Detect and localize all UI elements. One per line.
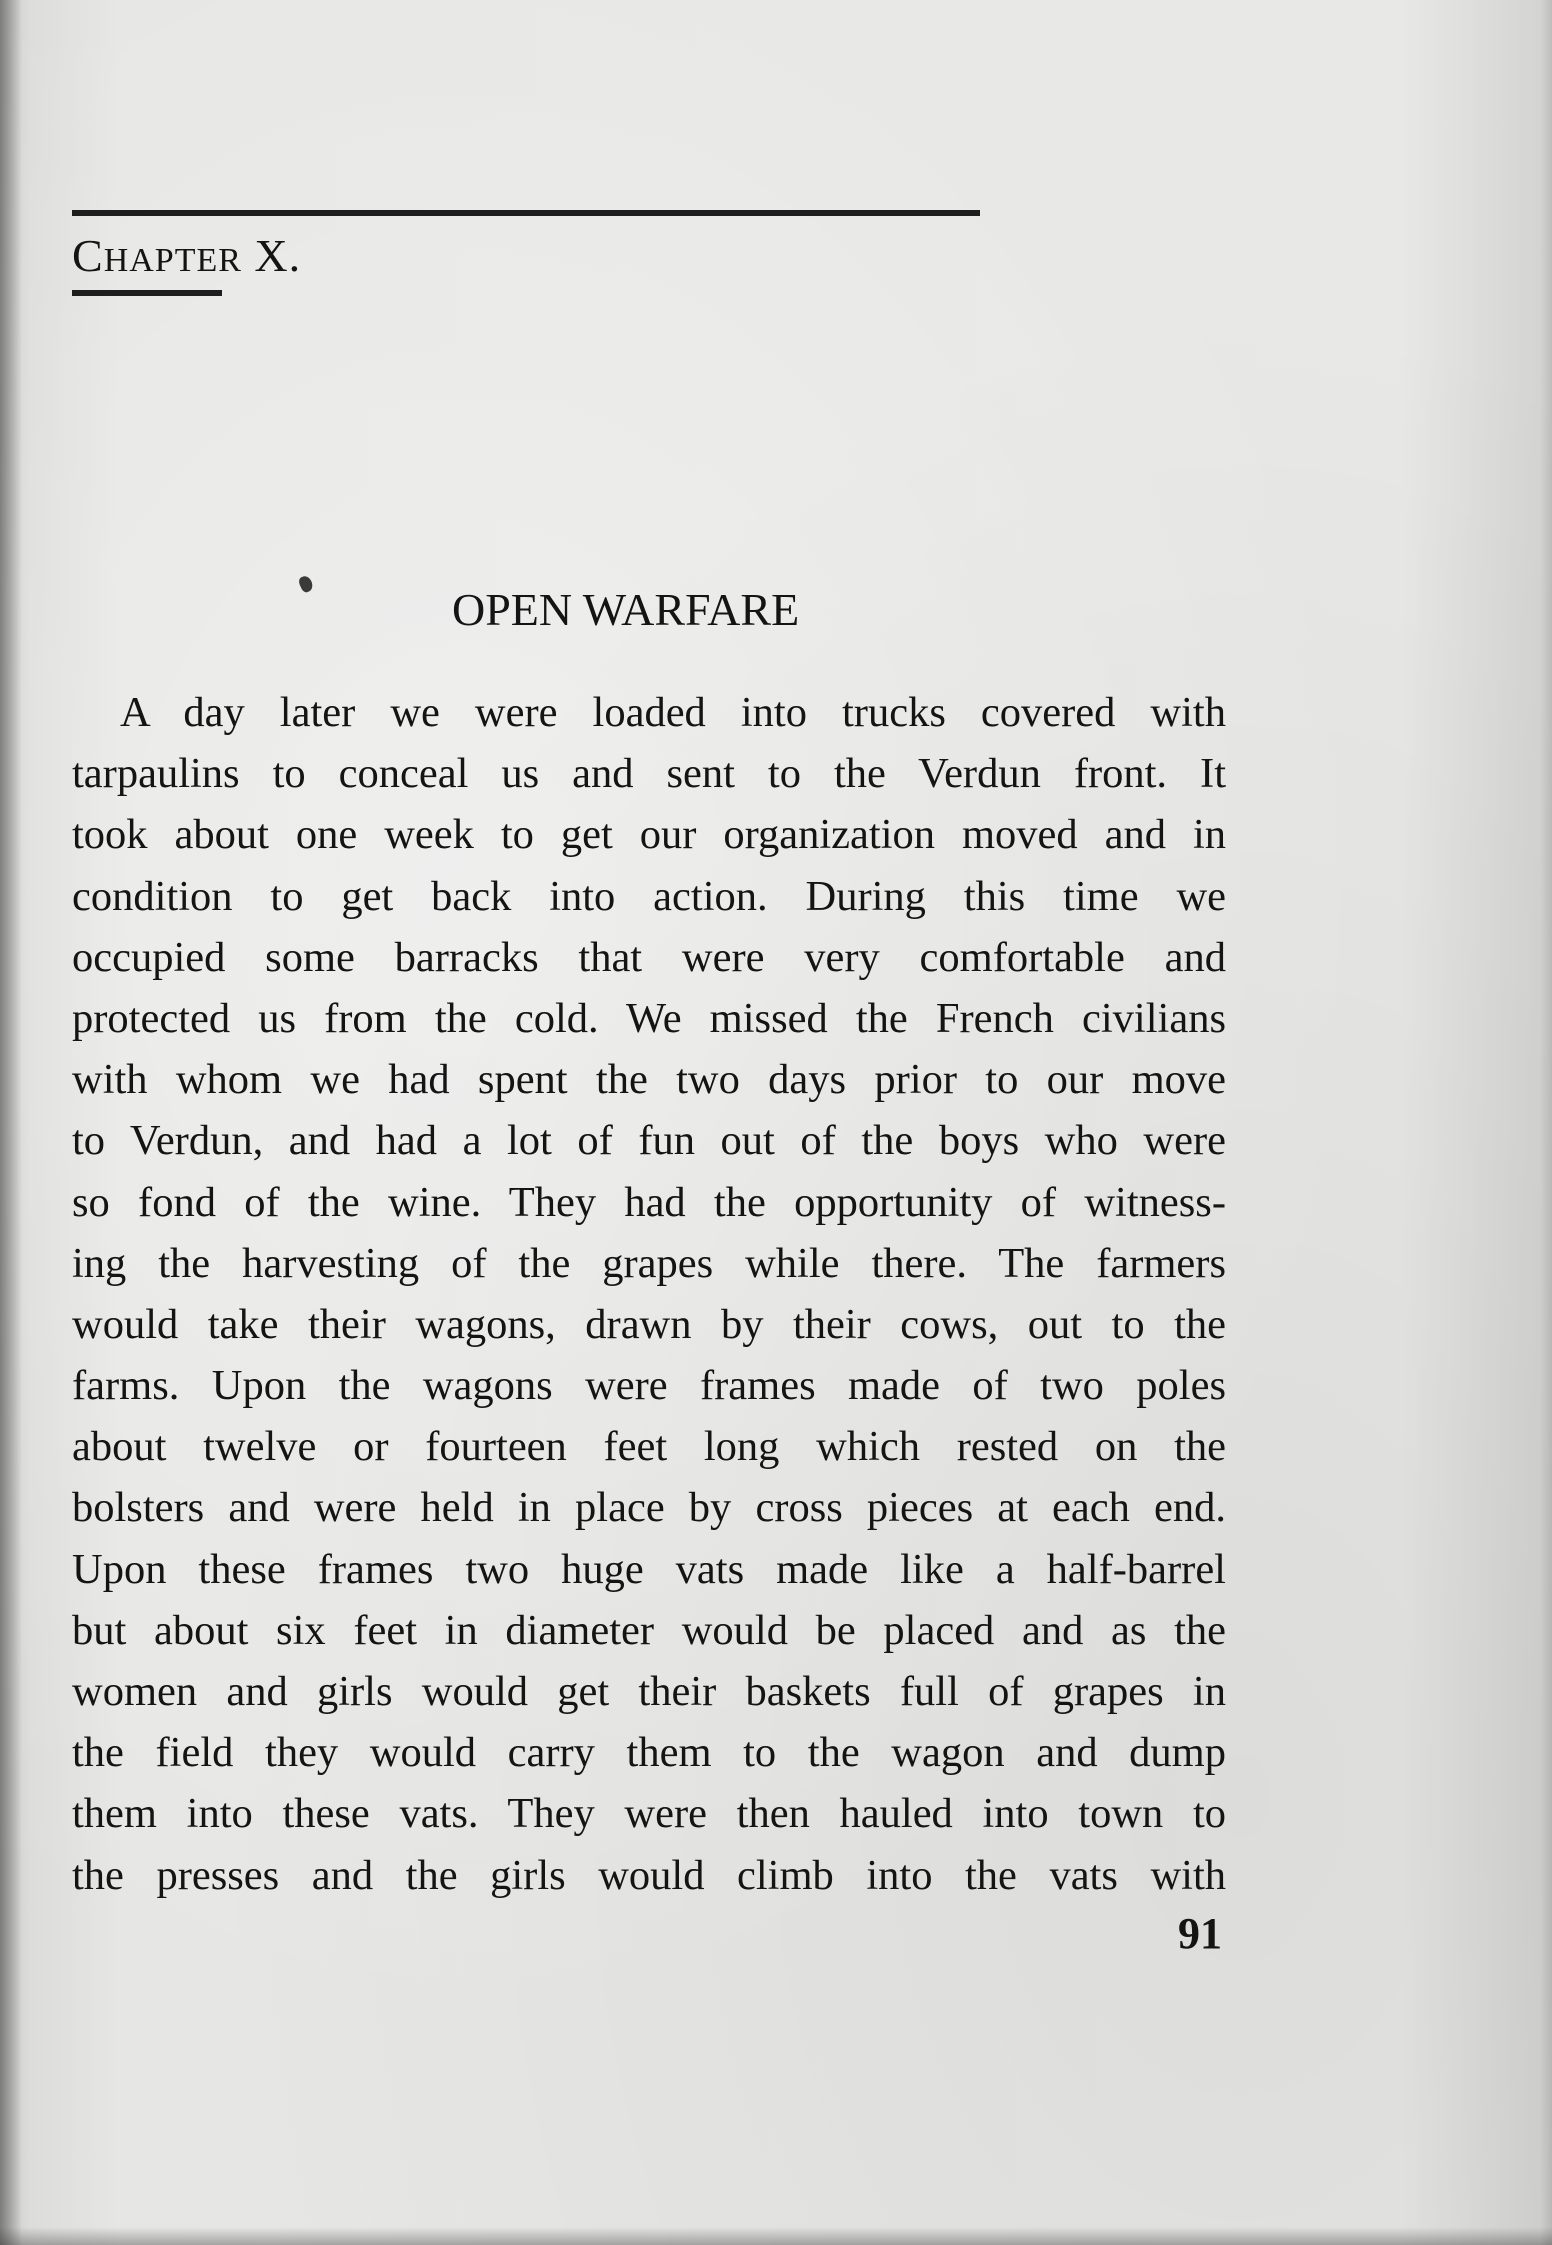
body-line: the presses and the girls would climb into the vats with [72, 1851, 1226, 1899]
body-text [72, 682, 1226, 1906]
chapter-smallcaps: HAPTER [103, 242, 242, 279]
page-bottom-edge [0, 2227, 1552, 2245]
header-rule-long [72, 210, 980, 216]
ink-fleck [297, 574, 315, 594]
body-line: them into these vats. They were then hauled into town to [72, 1790, 1226, 1838]
body-line: bolsters and were held in place by cross pieces at each end. [72, 1484, 1226, 1532]
body-line: the field they would carry them to the wagon and dump [72, 1729, 1226, 1777]
chapter-cap: C [72, 230, 104, 281]
body-line: took about one week to get our organization moved and in [72, 811, 1226, 859]
chapter-heading [72, 226, 301, 291]
chapter-title: OPEN WARFARE [452, 584, 800, 635]
body-line: protected us from the cold. We missed the French civilians [72, 994, 1226, 1042]
body-line: Upon these frames two huge vats made like a half-barrel [72, 1545, 1226, 1593]
body-line: so fond of the wine. They had the opportunity of witness- [72, 1178, 1226, 1226]
body-line: farms. Upon the wagons were frames made of two poles [72, 1362, 1226, 1410]
body-line: to Verdun, and had a lot of fun out of the boys who were [72, 1117, 1226, 1165]
body-line: with whom we had spent the two days prior to our move [72, 1056, 1226, 1104]
body-line: condition to get back into action. During this time we [72, 872, 1226, 920]
spine-shadow [0, 0, 22, 2245]
header-rule-short [72, 290, 222, 296]
body-line: about twelve or fourteen feet long which rested on the [72, 1423, 1226, 1471]
body-line: occupied some barracks that were very comfortable and [72, 933, 1226, 981]
body-line: tarpaulins to conceal us and sent to the Verdun front. It [72, 750, 1226, 798]
body-line: ing the harvesting of the grapes while there. The farmers [72, 1239, 1226, 1287]
body-line: would take their wagons, drawn by their cows, out to the [72, 1300, 1226, 1348]
chapter-number: X. [254, 230, 302, 281]
body-line: women and girls would get their baskets full of grapes in [72, 1668, 1226, 1715]
page-number: 91 [1178, 1909, 1222, 1958]
body-line: A day later we were loaded into trucks covered with [120, 689, 1226, 736]
body-line: but about six feet in diameter would be placed and as the [72, 1606, 1226, 1654]
